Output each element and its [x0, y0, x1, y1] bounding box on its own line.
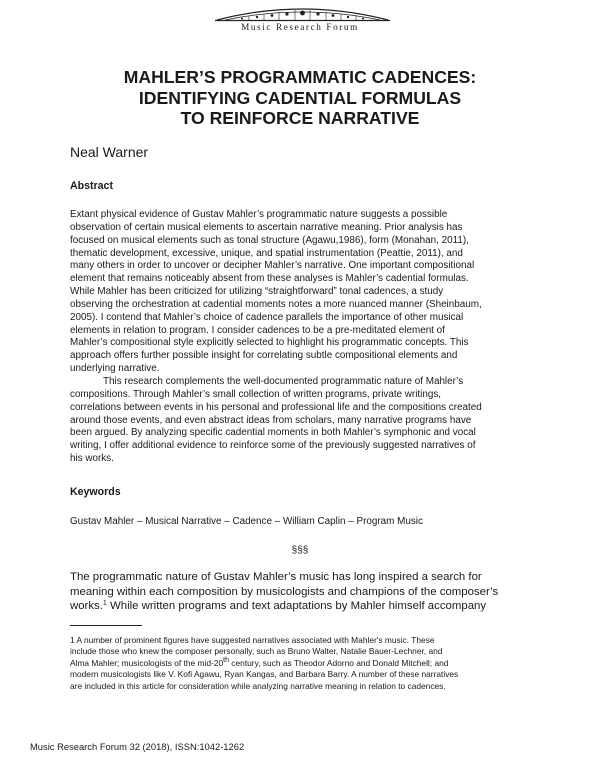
text-line: The programmatic nature of Gustav Mahler’s music has long inspired a search for — [70, 571, 482, 583]
text-line: underlying narrative. — [70, 363, 160, 375]
text-line: works.$^1$ While written programs and text adaptations by Mahler himself accompany — [70, 600, 487, 613]
title-line: IDENTIFYING CADENTIAL FORMULAS — [138, 87, 462, 108]
text-line: observation of certain musical elements to ascertain narrative meaning. Prior analysis has — [70, 221, 463, 233]
text-line: meaning within each composition by musicologists and champions of the composer’s — [70, 585, 499, 598]
text-line: his works. — [70, 453, 114, 465]
text-line: compositions. Through Mahler’s small collection of written programs, private writings, — [70, 388, 442, 400]
text-line: correlations between events in his personal and professional life and the compositions created — [70, 401, 482, 413]
text-line: modern musicologists like V. Kofi Agawu, Ryan Kangas, and Barbara Barry. A number of these narratives — [70, 669, 459, 680]
body-paragraph — [70, 570, 498, 614]
author-name: Neal Warner — [70, 144, 149, 160]
text-line: been argued. By analyzing specific cadential moments in both Mahler’s symphonic and vocal — [70, 427, 476, 439]
title-line: MAHLER’S PROGRAMMATIC CADENCES: — [123, 67, 477, 87]
title-line: TO REINFORCE NARRATIVE — [180, 108, 420, 128]
footnote-reference[interactable]: 1 — [102, 600, 107, 608]
text-line: While Mahler has been criticized for utilizing “straightforward” tonal cadences, a study — [70, 286, 444, 298]
keywords-list: Gustav Mahler – Musical Narrative – Cadence – William Caplin – Program Music — [70, 516, 423, 527]
abstract-heading: Abstract — [70, 180, 113, 192]
abstract-paragraph-1 — [70, 209, 530, 376]
text-line: thematic development, excessive, unique, and spatial instrumentation (Peattie, 2011), and — [70, 247, 463, 259]
abstract-paragraph-2 — [70, 376, 530, 466]
text-line: element that remains noticeably absent from these analyses is Mahler’s cadential formulas. — [70, 273, 469, 285]
journal-name: Music Research Forum — [241, 22, 359, 32]
decorative-arch-icon — [215, 4, 390, 22]
text-line: elements in relation to program. I consider cadences to be a pre-meditated element of — [70, 324, 445, 336]
text-line: include those who knew the composer personally, such as Bruno Walter, Natalie Bauer-Lechner, and — [70, 646, 443, 657]
text-line: This research complements the well-documented programmatic nature of Mahler’s — [103, 376, 464, 387]
text-line: approach offers further possible insight for correlating subtle compositional elements and — [70, 350, 458, 362]
text-line: many others in order to uncover or decipher Mahler’s narrative. One important compositional — [70, 260, 475, 272]
footnote-rule — [70, 625, 142, 626]
footnote — [70, 635, 458, 692]
text-line: focused on musical elements such as tonal structure (Agawu,1986), form (Monahan, 2011), — [70, 234, 469, 246]
text-line: around those events, and even abstract ideas from scholars, many narrative programs have — [70, 414, 472, 426]
keywords-heading: Keywords — [70, 486, 121, 498]
section-divider: §§§ — [291, 545, 309, 556]
text-line: Mahler’s compositional style explicitly selected to highlight his programmatic concepts. This — [70, 337, 469, 349]
text-line: Extant physical evidence of Gustav Mahler’s programmatic nature suggests a possible — [70, 209, 448, 220]
text-line: observing the orchestration at cadential moments notes a more nuanced manner (Sheinbaum, — [70, 298, 482, 310]
text-line: 2005). I contend that Mahler’s choice of cadence parallels the importance of other musical — [70, 311, 464, 323]
text-line: are included in this article for consideration while analyzing narrative meaning in relation to cadences. — [70, 680, 446, 691]
text-line: 1 A number of prominent figures have suggested narratives associated with Mahler's music. These — [70, 635, 435, 645]
article-title — [40, 67, 560, 129]
page-footer: Music Research Forum 32 (2018), ISSN:1042-1262 — [30, 741, 245, 752]
text-line: writing, I offer additional evidence to reinforce some of the previously suggested narratives of — [70, 440, 476, 452]
text-line: Alma Mahler; musicologists of the mid-20th century, such as Theodor Adorno and Donald Mitchell; and — [70, 656, 449, 668]
